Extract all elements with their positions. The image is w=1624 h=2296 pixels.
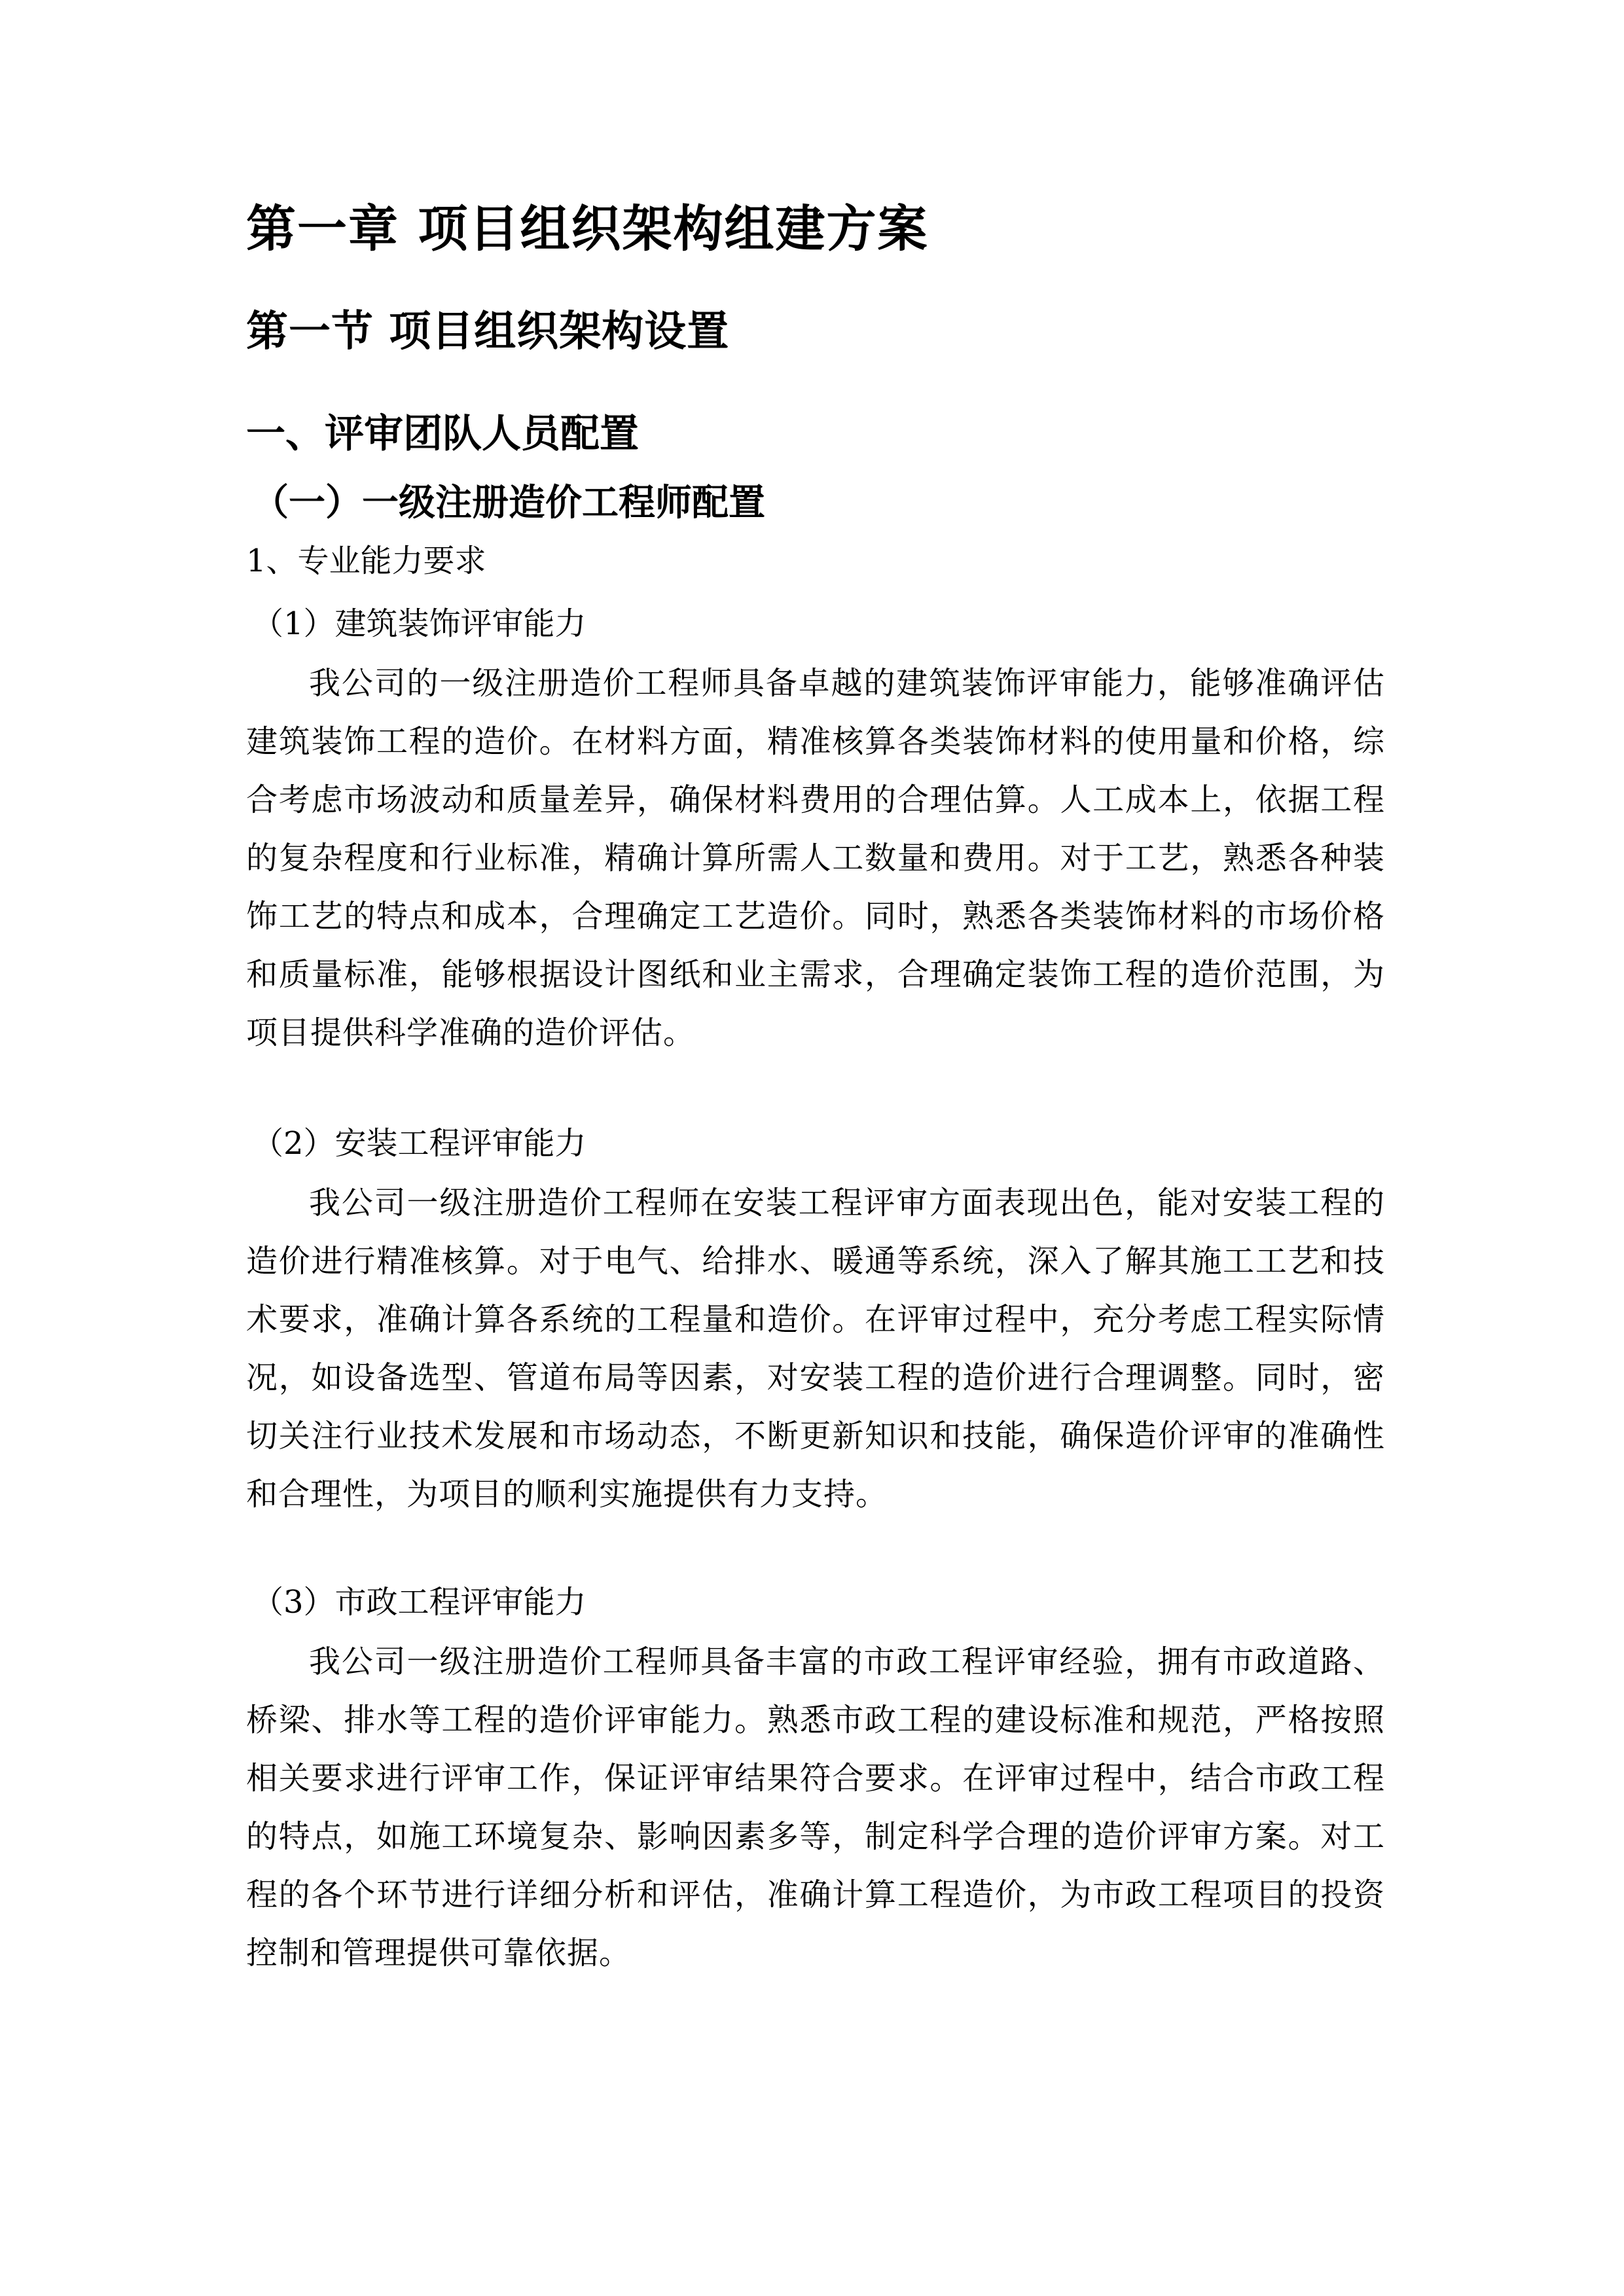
chapter-title: 第一章 项目组织架构组建方案 — [246, 200, 929, 258]
subitem-body-installation: 我公司一级注册造价工程师在安装工程评审方面表现出色，能对安装工程的造价进行精准核算。对于电气、给排水、暖通等系统，深入了解其施工工艺和技术要求，准确计算各系统的工程量和造价。在评审过程中，充分考虑工程实际情况，如设备选型、管道布局等因素，对安装工程的造价进行合理调整。同时，密切关注行业技术发展和市场动态，不断更新知识和技能，确保造价评审的准确性和合理性，为项目的顺利实施提供有力支持。 — [246, 1185, 1385, 1513]
subitem-heading-municipal: （3）市政工程评审能力 — [252, 1584, 586, 1621]
subitem-body-municipal: 我公司一级注册造价工程师具备丰富的市政工程评审经验，拥有市政道路、桥梁、排水等工程的造价评审能力。熟悉市政工程的建设标准和规范，严格按照相关要求进行评审工作，保证评审结果符合要求。在评审过程中，结合市政工程的特点，如施工环境复杂、影响因素多等，制定科学合理的造价评审方案。对工程的各个环节进行详细分析和评估，准确计算工程造价，为市政工程项目的投资控制和管理提供可靠依据。 — [246, 1643, 1385, 1971]
section-title: 第一节 项目组织架构设置 — [246, 307, 730, 356]
subsubsection-title: （一）一级注册造价工程师配置 — [252, 481, 765, 524]
subsection-title: 一、评审团队人员配置 — [246, 411, 639, 457]
subitem-body-architectural: 我公司的一级注册造价工程师具备卓越的建筑装饰评审能力，能够准确评估建筑装饰工程的造价。在材料方面，精准核算各类装饰材料的使用量和价格，综合考虑市场波动和质量差异，确保材料费用的合理估算。人工成本上，依据工程的复杂程度和行业标准，精确计算所需人工数量和费用。对于工艺，熟悉各种装饰工艺的特点和成本，合理确定工艺造价。同时，熟悉各类装饰材料的市场价格和质量标准，能够根据设计图纸和业主需求，合理确定装饰工程的造价范围，为项目提供科学准确的造价评估。 — [246, 665, 1385, 1051]
subitem-heading-architectural: （1）建筑装饰评审能力 — [252, 605, 586, 642]
item-title: 1、专业能力要求 — [246, 543, 486, 579]
subitem-heading-installation: （2）安装工程评审能力 — [252, 1125, 586, 1162]
